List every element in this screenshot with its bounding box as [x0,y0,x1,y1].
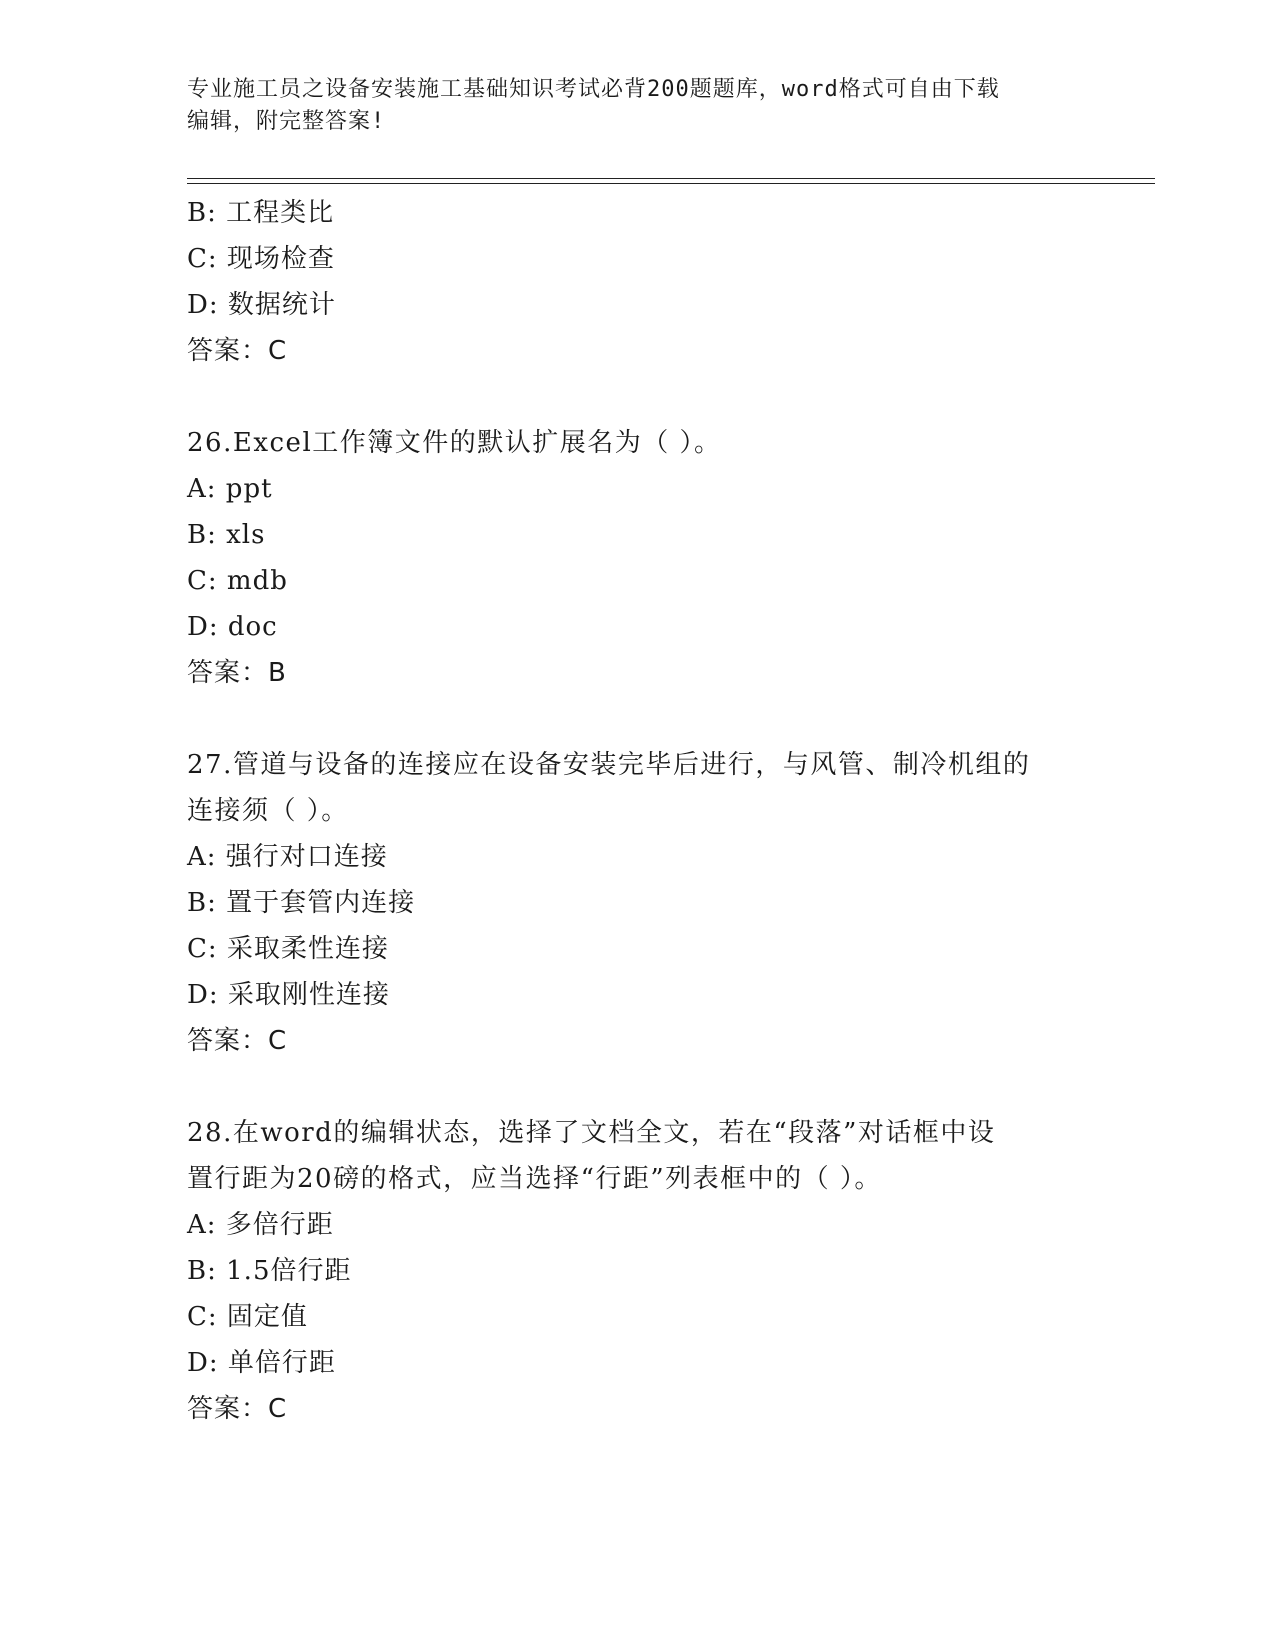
header-divider [187,178,1155,184]
question-stem-line-2: 连接须（ ）。 [187,796,349,826]
option-a: A: 多倍行距 [187,1210,334,1240]
option-c: C: 采取柔性连接 [187,934,389,964]
option-b: B: xls [187,520,266,550]
header-line-2: 编辑，附完整答案! [187,109,386,134]
question-list [187,190,1147,1432]
question-25 [187,190,1147,374]
question-28 [187,1110,1147,1432]
option-d: D: 数据统计 [187,290,336,320]
question-26 [187,420,1147,696]
option-c: C: 现场检查 [187,244,335,274]
option-d: D: doc [187,612,278,642]
option-d: D: 单倍行距 [187,1348,336,1378]
question-stem-line-1: 27.管道与设备的连接应在设备安装完毕后进行，与风管、制冷机组的 [187,750,1031,780]
document-page [187,0,1147,1650]
option-a: A: 强行对口连接 [187,842,388,872]
option-b: B: 1.5倍行距 [187,1256,352,1286]
question-stem-line-2: 置行距为20磅的格式，应当选择“行距”列表框中的（ ）。 [187,1164,882,1194]
answer: 答案：C [187,1026,288,1056]
option-c: C: mdb [187,566,288,596]
header-line-1: 专业施工员之设备安装施工基础知识考试必背200题题库，word格式可自由下载 [187,77,1000,102]
answer: 答案：C [187,336,288,366]
option-a: A: ppt [187,474,273,504]
question-27 [187,742,1147,1064]
answer: 答案：B [187,658,287,688]
question-stem: 26.Excel工作簿文件的默认扩展名为（ ）。 [187,428,722,458]
document-header [187,74,1067,138]
option-b: B: 置于套管内连接 [187,888,416,918]
question-stem-line-1: 28.在word的编辑状态，选择了文档全文，若在“段落”对话框中设 [187,1118,996,1148]
option-c: C: 固定值 [187,1302,308,1332]
answer: 答案：C [187,1394,288,1424]
option-b: B: 工程类比 [187,198,335,228]
option-d: D: 采取刚性连接 [187,980,390,1010]
